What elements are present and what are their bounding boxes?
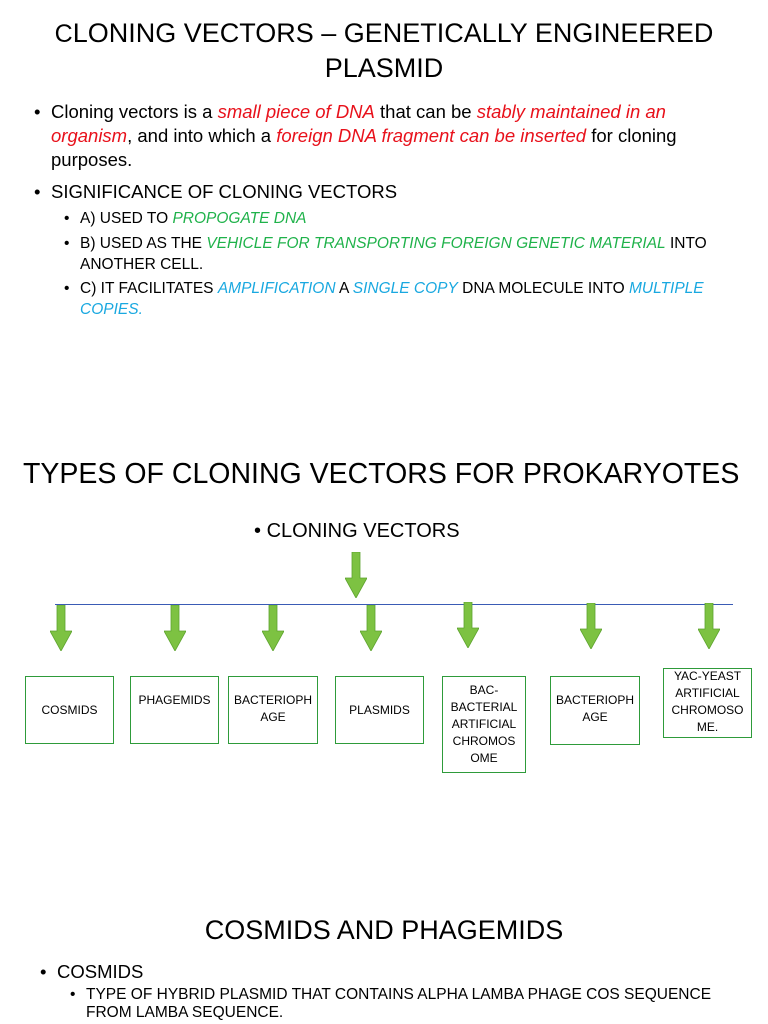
bullet-dot: • (34, 101, 41, 122)
sub-bullet-c (64, 278, 740, 320)
text: A) USED TO (80, 210, 173, 227)
text: , and into which a (127, 125, 277, 146)
vector-box-yac: YAC-YEAST ARTIFICIAL CHROMOSO ME. (663, 668, 752, 738)
highlight-green: VEHICLE FOR TRANSPORTING FOREIGN GENETIC MATERIAL (206, 235, 666, 252)
down-arrow-icon (262, 605, 284, 651)
vector-box-plasmids: PLASMIDS (335, 676, 424, 744)
highlight-green: PROPOGATE DNA (172, 210, 307, 227)
bullet-dot: • (34, 181, 41, 202)
vector-box-phagemids: PHAGEMIDS (130, 676, 219, 744)
slide3-title: COSMIDS AND PHAGEMIDS (204, 915, 564, 945)
down-arrow-icon (164, 605, 186, 651)
bullet-dot: • (254, 520, 267, 542)
vector-box-bac: BAC- BACTERIAL ARTIFICIAL CHROMOS OME (442, 676, 526, 773)
highlight-cyan: MULTIPLE COPIES. (80, 280, 704, 318)
vector-box-cosmids: COSMIDS (25, 676, 114, 744)
vector-box-bacteriophage-2: BACTERIOPH AGE (550, 676, 640, 745)
highlight-red: stably maintained in an organism (51, 101, 666, 146)
significance-bullet (34, 180, 741, 204)
definition-bullet (34, 100, 741, 172)
highlight-red: small piece of DNA (217, 101, 375, 122)
bullet-dot: • (70, 986, 76, 1003)
text: B) USED AS THE (80, 235, 207, 252)
highlight-cyan: AMPLIFICATION (217, 280, 336, 297)
down-arrow-icon (360, 605, 382, 651)
down-arrow-icon (50, 605, 72, 651)
sub-bullet-b (64, 233, 740, 275)
bullet-dot: • (40, 961, 47, 982)
highlight-cyan: SINGLE COPY (352, 280, 458, 297)
down-arrow-icon (457, 602, 479, 648)
sub-bullet-a (64, 208, 740, 229)
connector-line (55, 604, 733, 605)
down-arrow-icon (698, 603, 720, 649)
title-line2: PLASMID (324, 53, 444, 83)
title-line1: LONING VECTORS – GENETICALLY ENGINEERED (72, 18, 714, 48)
text: INTO ANOTHER CELL. (80, 235, 707, 273)
title-first-letter: C (54, 20, 73, 48)
highlight-red: foreign DNA fragment can be inserted (276, 125, 587, 146)
text: C) IT FACILITATES (80, 280, 218, 297)
cosmids-description: TYPE OF HYBRID PLASMID THAT CONTAINS ALPHA LAMBA PHAGE COS SEQUENCE FROM LAMBA SEQUENCE. (86, 986, 712, 1021)
slide2-title: TYPES OF CLONING VECTORS FOR PROKARYOTES (23, 458, 740, 490)
cloning-vectors-root (254, 518, 460, 544)
down-arrow-icon (345, 552, 367, 598)
bullet-dot: • (64, 235, 70, 252)
down-arrow-icon (580, 603, 602, 649)
vector-box-bacteriophage: BACTERIOPH AGE (228, 676, 318, 744)
text: A (335, 280, 353, 297)
cosmids-bullet (40, 960, 737, 984)
bullet-dot: • (64, 280, 70, 297)
slide1-title (0, 16, 768, 85)
text: Cloning vectors is a (51, 101, 218, 122)
root-label: CLONING VECTORS (266, 520, 460, 542)
cosmids-sub-bullet (70, 986, 736, 1022)
bullet-dot: • (64, 210, 70, 227)
cosmids-label: COSMIDS (57, 961, 144, 982)
text: that can be (374, 101, 477, 122)
significance-label: SIGNIFICANCE OF CLONING VECTORS (51, 181, 398, 202)
text: for cloning purposes. (51, 125, 677, 170)
text: DNA MOLECULE INTO (457, 280, 629, 297)
